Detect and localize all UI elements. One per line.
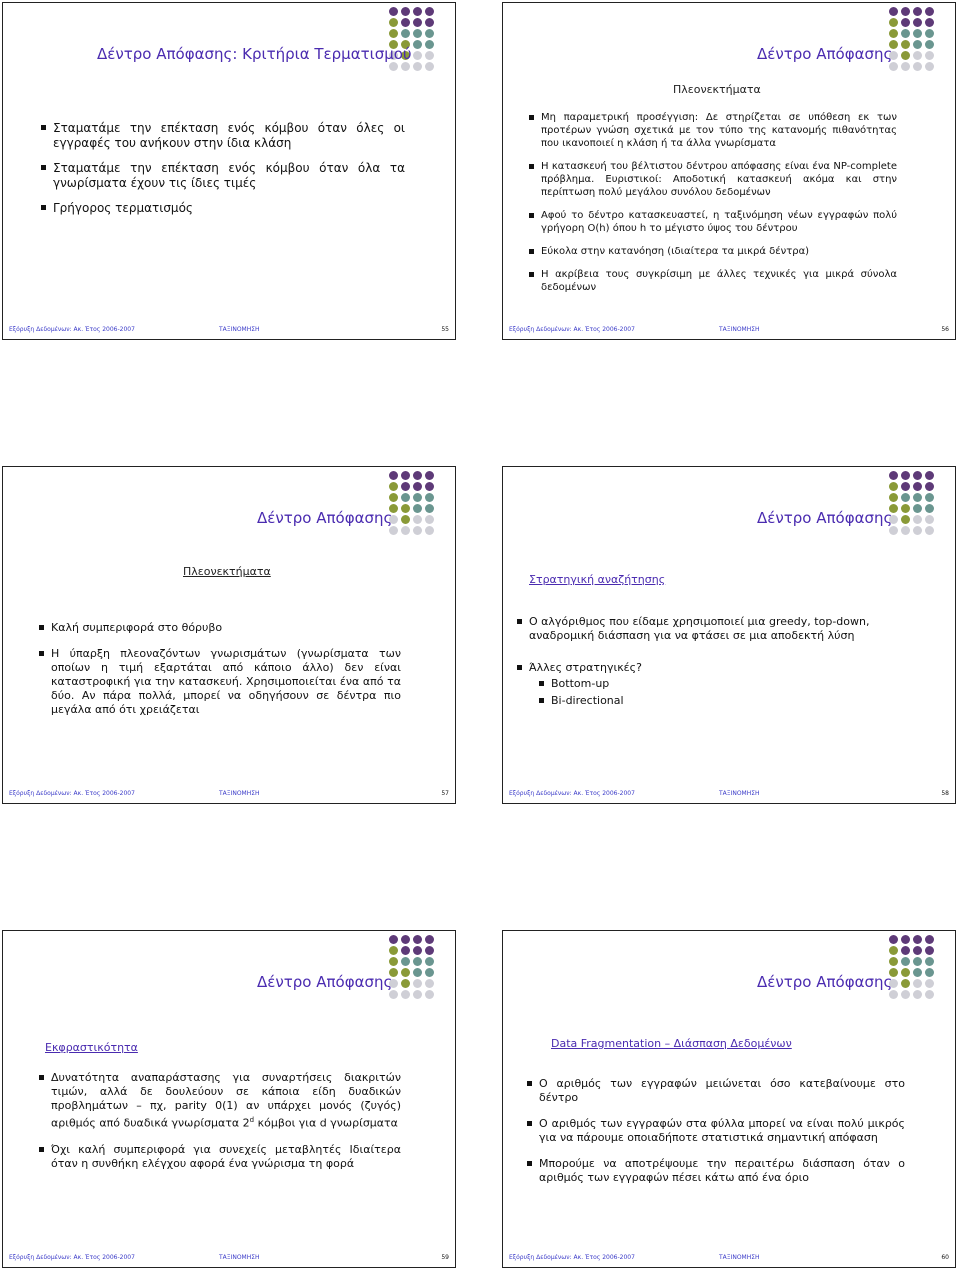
bullet-icon <box>527 1161 532 1166</box>
decorative-dot <box>389 62 398 71</box>
slide-title: Δέντρο Απόφασης <box>757 509 893 527</box>
list-item: Σταματάμε την επέκταση ενός κόμβου όταν όλες οι εγγραφές του ανήκουν στην ίδια κλάση <box>41 121 405 151</box>
decorative-dot-grid <box>889 7 949 77</box>
decorative-dot <box>913 493 922 502</box>
decorative-dot <box>889 62 898 71</box>
decorative-dot <box>389 29 398 38</box>
slide-footer <box>9 790 449 800</box>
list-item: Η ακρίβεια τους συγκρίσιμη με άλλες τεχνικές για μικρά σύνολα δεδομένων <box>529 268 897 294</box>
decorative-dot <box>925 493 934 502</box>
slide-title: Δέντρο Απόφασης <box>257 509 393 527</box>
bullet-icon <box>529 164 534 169</box>
list-item: Η ύπαρξη πλεοναζόντων γνωρισμάτων (γνωρίσματα των οποίων η τιμή εξαρτάται από κάποιο άλλο) δεν είναι καταστροφική για την κατασκευή. Χρησιμοποιείται ένα από τα δύο. Αν πάρα πολλά, μπορεί να οδηγήσουν σε δέντρα πιο μεγάλα από ότι χρειάζεται <box>39 647 401 717</box>
decorative-dot <box>901 526 910 535</box>
decorative-dot <box>425 526 434 535</box>
footer-course: Εξόρυξη Δεδομένων: Ακ. Έτος 2006-2007 <box>509 790 635 797</box>
decorative-dot <box>413 471 422 480</box>
list-item: Καλή συμπεριφορά στο θόρυβο <box>39 621 401 635</box>
slide-57 <box>2 466 456 804</box>
decorative-dot <box>425 990 434 999</box>
decorative-dot <box>889 493 898 502</box>
footer-topic: ΤΑΞΙΝΟΜΗΣΗ <box>219 790 260 797</box>
list-item: Ο αλγόριθμος που είδαμε χρησιμοποιεί μια greedy, top-down, αναδρομική διάσπαση για να φτάσει σε μια αποδεκτή λύση <box>517 615 919 643</box>
footer-topic: ΤΑΞΙΝΟΜΗΣΗ <box>719 790 760 797</box>
slide-body <box>39 621 401 727</box>
list-item: Ο αριθμός των εγγραφών μειώνεται όσο κατεβαίνουμε στο δέντρο <box>527 1077 905 1105</box>
decorative-dot <box>401 946 410 955</box>
decorative-dot <box>401 504 410 513</box>
bullet-icon <box>527 1081 532 1086</box>
footer-course: Εξόρυξη Δεδομένων: Ακ. Έτος 2006-2007 <box>509 326 635 333</box>
slide-subtitle: Εκφραστικότητα <box>45 1041 138 1054</box>
decorative-dot <box>913 40 922 49</box>
decorative-dot <box>401 526 410 535</box>
decorative-dot <box>913 957 922 966</box>
bullet-icon <box>39 1075 44 1080</box>
decorative-dot <box>901 7 910 16</box>
decorative-dot <box>901 515 910 524</box>
footer-topic: ΤΑΞΙΝΟΜΗΣΗ <box>219 1254 260 1261</box>
slide-subtitle: Πλεονεκτήματα <box>183 565 271 578</box>
decorative-dot-grid <box>389 935 449 1005</box>
decorative-dot <box>425 946 434 955</box>
decorative-dot <box>413 51 422 60</box>
decorative-dot <box>425 62 434 71</box>
decorative-dot <box>901 62 910 71</box>
decorative-dot <box>889 482 898 491</box>
sub-list-item: Bottom-up <box>539 677 919 691</box>
slide-footer <box>509 1254 949 1264</box>
decorative-dot <box>389 935 398 944</box>
slide-56 <box>502 2 956 340</box>
bullet-icon <box>39 1147 44 1152</box>
decorative-dot <box>401 957 410 966</box>
decorative-dot <box>425 493 434 502</box>
decorative-dot <box>913 946 922 955</box>
bullet-icon <box>539 681 544 686</box>
list-item: Άλλες στρατηγικές? <box>517 661 919 675</box>
decorative-dot <box>913 979 922 988</box>
bullet-icon <box>529 213 534 218</box>
decorative-dot <box>401 7 410 16</box>
page-number: 59 <box>441 1254 449 1261</box>
decorative-dot <box>901 482 910 491</box>
bullet-icon <box>529 115 534 120</box>
decorative-dot <box>425 471 434 480</box>
decorative-dot <box>413 979 422 988</box>
decorative-dot <box>413 946 422 955</box>
decorative-dot <box>413 29 422 38</box>
decorative-dot <box>925 957 934 966</box>
decorative-dot <box>425 7 434 16</box>
slide-subtitle: Πλεονεκτήματα <box>673 83 761 96</box>
list-item: Όχι καλή συμπεριφορά για συνεχείς μεταβλητές Ιδιαίτερα όταν η συνθήκη ελέγχου αφορά ένα γνώρισμα τη φορά <box>39 1143 401 1171</box>
decorative-dot <box>925 7 934 16</box>
decorative-dot <box>901 29 910 38</box>
decorative-dot <box>425 504 434 513</box>
decorative-dot <box>913 62 922 71</box>
decorative-dot <box>913 504 922 513</box>
decorative-dot <box>925 946 934 955</box>
slide-title: Δέντρο Απόφασης: Κριτήρια Τερματισμού <box>97 45 412 63</box>
decorative-dot <box>925 935 934 944</box>
page-number: 57 <box>441 790 449 797</box>
decorative-dot <box>901 979 910 988</box>
decorative-dot <box>925 979 934 988</box>
decorative-dot-grid <box>889 471 949 541</box>
decorative-dot <box>925 471 934 480</box>
decorative-dot <box>389 526 398 535</box>
footer-course: Εξόρυξη Δεδομένων: Ακ. Έτος 2006-2007 <box>509 1254 635 1261</box>
bullet-icon <box>517 619 522 624</box>
decorative-dot <box>901 471 910 480</box>
decorative-dot <box>913 18 922 27</box>
decorative-dot <box>401 979 410 988</box>
slide-60 <box>502 930 956 1268</box>
decorative-dot <box>401 29 410 38</box>
decorative-dot <box>925 504 934 513</box>
decorative-dot <box>425 29 434 38</box>
decorative-dot <box>401 990 410 999</box>
decorative-dot <box>925 482 934 491</box>
decorative-dot <box>413 18 422 27</box>
slide-footer <box>9 1254 449 1264</box>
decorative-dot <box>425 482 434 491</box>
decorative-dot <box>925 968 934 977</box>
decorative-dot <box>401 493 410 502</box>
decorative-dot <box>401 935 410 944</box>
list-item: Γρήγορος τερματισμός <box>41 201 405 216</box>
decorative-dot <box>425 18 434 27</box>
slide-footer <box>509 326 949 336</box>
decorative-dot <box>925 62 934 71</box>
decorative-dot <box>389 957 398 966</box>
decorative-dot <box>425 968 434 977</box>
decorative-dot <box>425 51 434 60</box>
decorative-dot <box>413 990 422 999</box>
decorative-dot <box>413 935 422 944</box>
slide-body <box>39 1071 401 1181</box>
decorative-dot <box>413 493 422 502</box>
decorative-dot <box>913 471 922 480</box>
decorative-dot <box>913 515 922 524</box>
decorative-dot <box>413 482 422 491</box>
bullet-icon <box>529 272 534 277</box>
decorative-dot <box>425 979 434 988</box>
decorative-dot <box>401 18 410 27</box>
list-item: Μη παραμετρική προσέγγιση: Δε στηρίζεται σε υπόθεση εκ των προτέρων γνώση σχετικά με τον τύπο της κατανομής πιθανότητας που ικανοποιεί η κλάση ή τα άλλα γνωρίσματα <box>529 111 897 150</box>
decorative-dot <box>901 957 910 966</box>
decorative-dot <box>913 51 922 60</box>
decorative-dot-grid <box>389 7 449 77</box>
decorative-dot <box>425 515 434 524</box>
decorative-dot <box>389 482 398 491</box>
decorative-dot <box>913 968 922 977</box>
slide-footer <box>9 326 449 336</box>
decorative-dot <box>413 40 422 49</box>
decorative-dot <box>389 18 398 27</box>
decorative-dot <box>889 7 898 16</box>
slide-title: Δέντρο Απόφασης <box>757 973 893 991</box>
decorative-dot <box>925 990 934 999</box>
decorative-dot <box>425 957 434 966</box>
page-number: 55 <box>441 326 449 333</box>
bullet-icon <box>539 698 544 703</box>
decorative-dot <box>889 935 898 944</box>
list-item: Σταματάμε την επέκταση ενός κόμβου όταν όλα τα γνωρίσματα έχουν τις ίδιες τιμές <box>41 161 405 191</box>
bullet-icon <box>39 625 44 630</box>
page-number: 56 <box>941 326 949 333</box>
slide-58 <box>502 466 956 804</box>
decorative-dot <box>389 493 398 502</box>
footer-topic: ΤΑΞΙΝΟΜΗΣΗ <box>219 326 260 333</box>
decorative-dot <box>913 7 922 16</box>
decorative-dot-grid <box>389 471 449 541</box>
footer-course: Εξόρυξη Δεδομένων: Ακ. Έτος 2006-2007 <box>9 1254 135 1261</box>
decorative-dot <box>413 957 422 966</box>
bullet-icon <box>527 1121 532 1126</box>
slide-footer <box>509 790 949 800</box>
decorative-dot <box>913 935 922 944</box>
decorative-dot <box>889 957 898 966</box>
decorative-dot <box>925 515 934 524</box>
decorative-dot <box>889 29 898 38</box>
decorative-dot <box>889 990 898 999</box>
decorative-dot <box>901 40 910 49</box>
decorative-dot <box>889 471 898 480</box>
list-item: Η κατασκευή του βέλτιστου δέντρου απόφασης είναι ένα NP-complete πρόβλημα. Ευριστικοί: Αποδοτική κατασκευή ακόμα και στην περίπτωση πολύ μεγάλου συνόλου δεδομένων <box>529 160 897 199</box>
bullet-icon <box>41 165 46 170</box>
decorative-dot <box>389 990 398 999</box>
decorative-dot <box>413 62 422 71</box>
slide-body <box>527 1077 905 1195</box>
decorative-dot <box>889 526 898 535</box>
decorative-dot <box>901 990 910 999</box>
decorative-dot <box>913 482 922 491</box>
decorative-dot <box>901 946 910 955</box>
decorative-dot <box>925 51 934 60</box>
decorative-dot <box>401 515 410 524</box>
page-number: 60 <box>941 1254 949 1261</box>
list-item: Ο αριθμός των εγγραφών στα φύλλα μπορεί να είναι πολύ μικρός για να πάρουμε οποιαδήποτε στατιστικά σημαντική απόφαση <box>527 1117 905 1145</box>
decorative-dot <box>889 946 898 955</box>
decorative-dot <box>913 990 922 999</box>
decorative-dot <box>913 526 922 535</box>
bullet-icon <box>529 249 534 254</box>
decorative-dot <box>413 7 422 16</box>
footer-topic: ΤΑΞΙΝΟΜΗΣΗ <box>719 1254 760 1261</box>
decorative-dot <box>413 526 422 535</box>
decorative-dot <box>401 471 410 480</box>
slide-59 <box>2 930 456 1268</box>
list-item: Αφού το δέντρο κατασκευαστεί, η ταξινόμηση νέων εγγραφών πολύ γρήγορη O(h) όπου h το μέγιστο ύψος του δέντρου <box>529 209 897 235</box>
list-item: Εύκολα στην κατανόηση (ιδιαίτερα τα μικρά δέντρα) <box>529 245 897 258</box>
bullet-icon <box>41 125 46 130</box>
decorative-dot <box>425 40 434 49</box>
decorative-dot <box>901 968 910 977</box>
decorative-dot <box>401 482 410 491</box>
decorative-dot <box>925 40 934 49</box>
decorative-dot <box>901 935 910 944</box>
decorative-dot <box>925 526 934 535</box>
slide-body <box>517 615 919 710</box>
decorative-dot <box>889 18 898 27</box>
decorative-dot <box>389 471 398 480</box>
decorative-dot <box>389 7 398 16</box>
slide-subtitle: Στρατηγική αναζήτησης <box>529 573 666 586</box>
slide-body <box>41 121 405 226</box>
page-number: 58 <box>941 790 949 797</box>
bullet-icon <box>517 665 522 670</box>
decorative-dot <box>413 515 422 524</box>
decorative-dot <box>913 29 922 38</box>
decorative-dot <box>901 504 910 513</box>
bullet-icon <box>39 651 44 656</box>
footer-course: Εξόρυξη Δεδομένων: Ακ. Έτος 2006-2007 <box>9 326 135 333</box>
slide-55 <box>2 2 456 340</box>
decorative-dot <box>925 29 934 38</box>
footer-course: Εξόρυξη Δεδομένων: Ακ. Έτος 2006-2007 <box>9 790 135 797</box>
decorative-dot <box>425 935 434 944</box>
decorative-dot <box>925 18 934 27</box>
decorative-dot <box>901 493 910 502</box>
decorative-dot <box>413 504 422 513</box>
slide-subtitle: Data Fragmentation – Διάσπαση Δεδομένων <box>551 1037 792 1050</box>
decorative-dot <box>413 968 422 977</box>
list-item: Μπορούμε να αποτρέψουμε την περαιτέρω διάσπαση όταν ο αριθμός των εγγραφών πέσει κάτω από ένα όριο <box>527 1157 905 1185</box>
decorative-dot <box>389 946 398 955</box>
slide-title: Δέντρο Απόφασης <box>757 45 893 63</box>
list-item: Δυνατότητα αναπαράστασης για συναρτήσεις διακριτών τιμών, αλλά δε δουλεύουν σε κάποια είδη δυαδικών προβλημάτων – πχ, parity 0(1) αν υπάρχει μονός (ζυγός) αριθμός από δυαδικά γνωρίσματα 2$^d$ κόμβοι για d γνωρίσματα <box>39 1071 401 1131</box>
decorative-dot <box>401 62 410 71</box>
decorative-dot <box>401 968 410 977</box>
slide-title: Δέντρο Απόφασης <box>257 973 393 991</box>
decorative-dot-grid <box>889 935 949 1005</box>
bullet-icon <box>41 205 46 210</box>
decorative-dot <box>901 51 910 60</box>
sub-list-item: Bi-directional <box>539 694 919 708</box>
slide-body <box>529 111 897 304</box>
decorative-dot <box>901 18 910 27</box>
footer-topic: ΤΑΞΙΝΟΜΗΣΗ <box>719 326 760 333</box>
